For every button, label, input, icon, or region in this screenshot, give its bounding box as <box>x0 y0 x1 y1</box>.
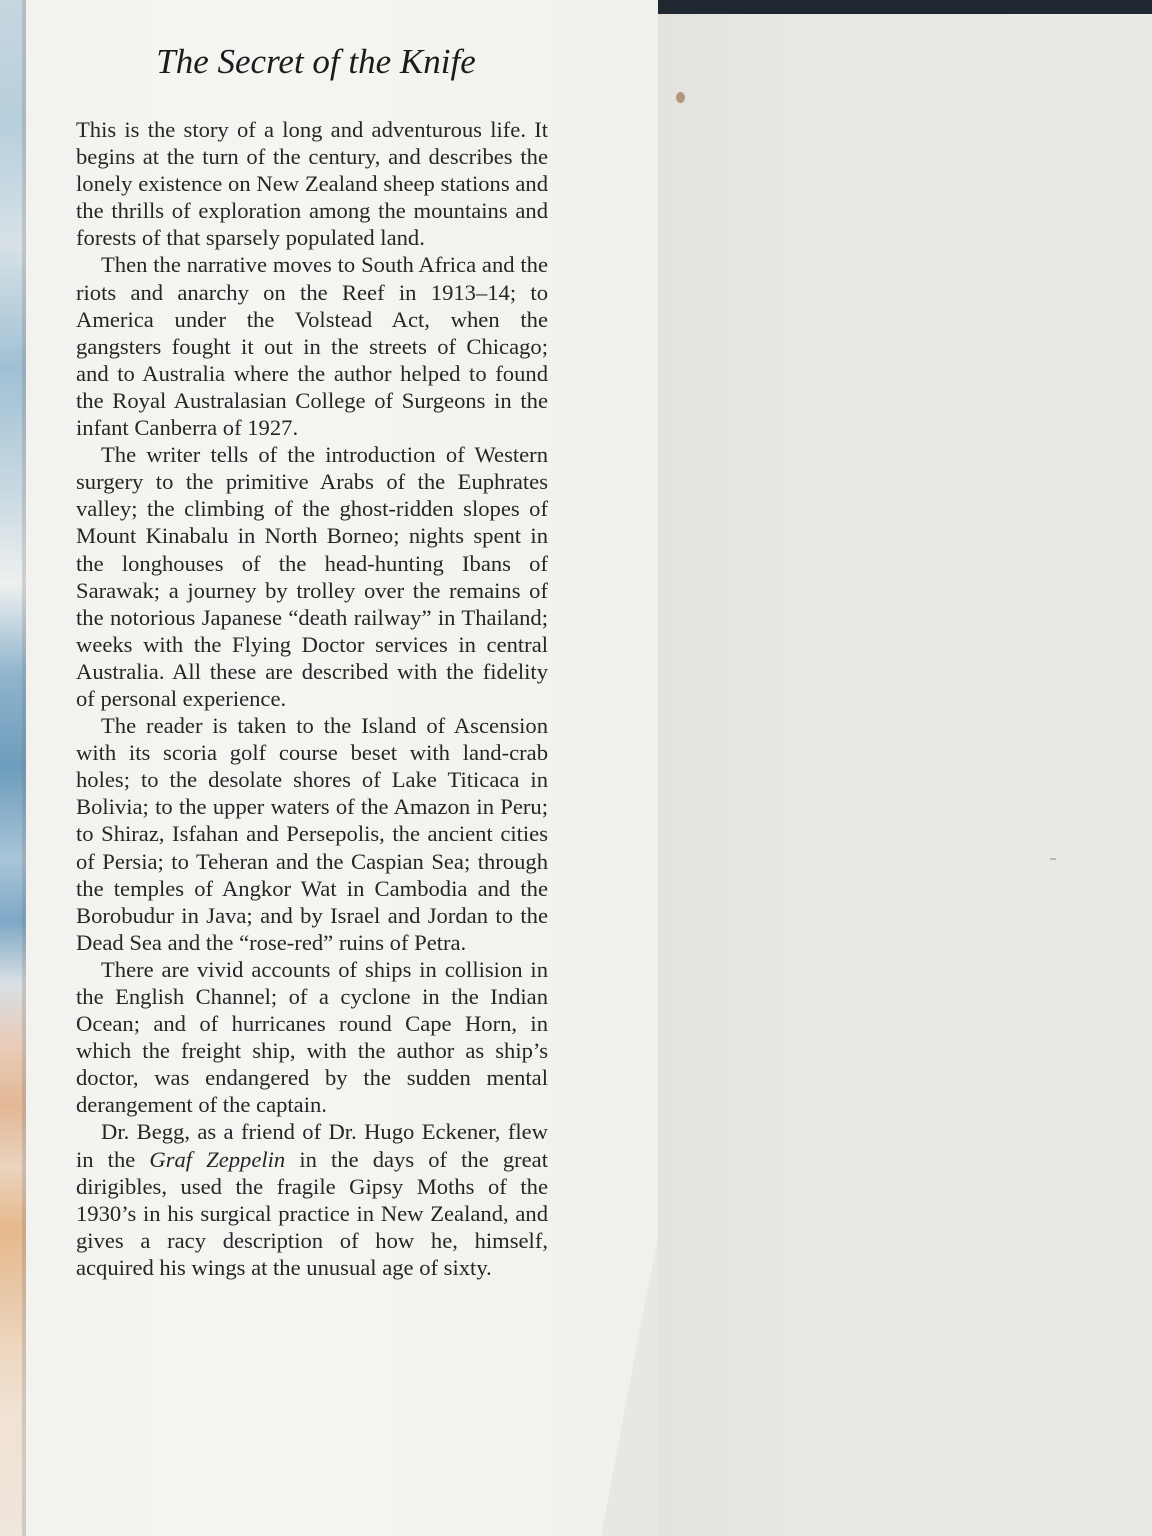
inside-board <box>658 0 1152 1536</box>
board-top-edge <box>658 0 1152 14</box>
blurb-paragraph-3: The writer tells of the introduction of Western surgery to the primitive Arabs of the Euphrates valley; the climbing of the ghost-ridden slopes of Mount Kinabalu in North Borneo; nights spent in the longhouses of the head-hunting Ibans of Sarawak; a journey by trolley over the remains of the notorious Japanese “death railway” in Thailand; weeks with the Flying Doctor services in central Australia. All these are described with the fidelity of personal experience. <box>76 442 548 711</box>
airship-name: Graf Zeppelin <box>149 1146 286 1172</box>
blurb-paragraph-6-start: Dr. Begg, as a friend of Dr. Hugo Eckener, flew in the <box>76 1119 548 1172</box>
blurb-paragraph-6-end: in the days of the great dirigibles, used the fragile Gipsy Moths of the 1930’s in his surgical practice in New Zealand, and gives a racy description of how he, himself, acquired his wings at the unusual age of sixty. <box>76 1146 548 1280</box>
blurb-paragraph-2: Then the narrative moves to South Africa and the riots and anarchy on the Reef in 1913–14; to America under the Volstead Act, when the gangsters fought it out in the streets of Chicago; and to Australia where the author helped to found the Royal Australasian College of Surgeons in the infant Canberra of 1927. <box>76 252 548 441</box>
blurb-paragraph-6 <box>76 1118 548 1281</box>
flap-blurb <box>76 116 548 1281</box>
flap-title: The Secret of the Knife <box>156 42 476 81</box>
jacket-artwork-strip <box>0 0 26 1536</box>
blurb-paragraph-1: This is the story of a long and adventurous life. It begins at the turn of the century, and describes the lonely existence on New Zealand sheep stations and the thrills of exploration among the mountains and forests of that sparsely populated land. <box>76 117 548 251</box>
blurb-paragraph-4: The reader is taken to the Island of Ascension with its scoria golf course beset with land-crab holes; to the desolate shores of Lake Titicaca in Bolivia; to the upper waters of the Amazon in Peru; to Shiraz, Isfahan and Persepolis, the ancient cities of Persia; to Teheran and the Caspian Sea; through the temples of Angkor Wat in Cambodia and the Borobudur in Java; and by Israel and Jordan to the Dead Sea and the “rose-red” ruins of Petra. <box>76 713 548 955</box>
foxing-spot <box>676 92 685 103</box>
paper-speck <box>1050 858 1056 860</box>
blurb-paragraph-5: There are vivid accounts of ships in collision in the English Channel; of a cyclone in the Indian Ocean; and of hurricanes round Cape Horn, in which the freight ship, with the author as ship’s doctor, was endangered by the sudden mental derangement of the captain. <box>76 956 548 1118</box>
